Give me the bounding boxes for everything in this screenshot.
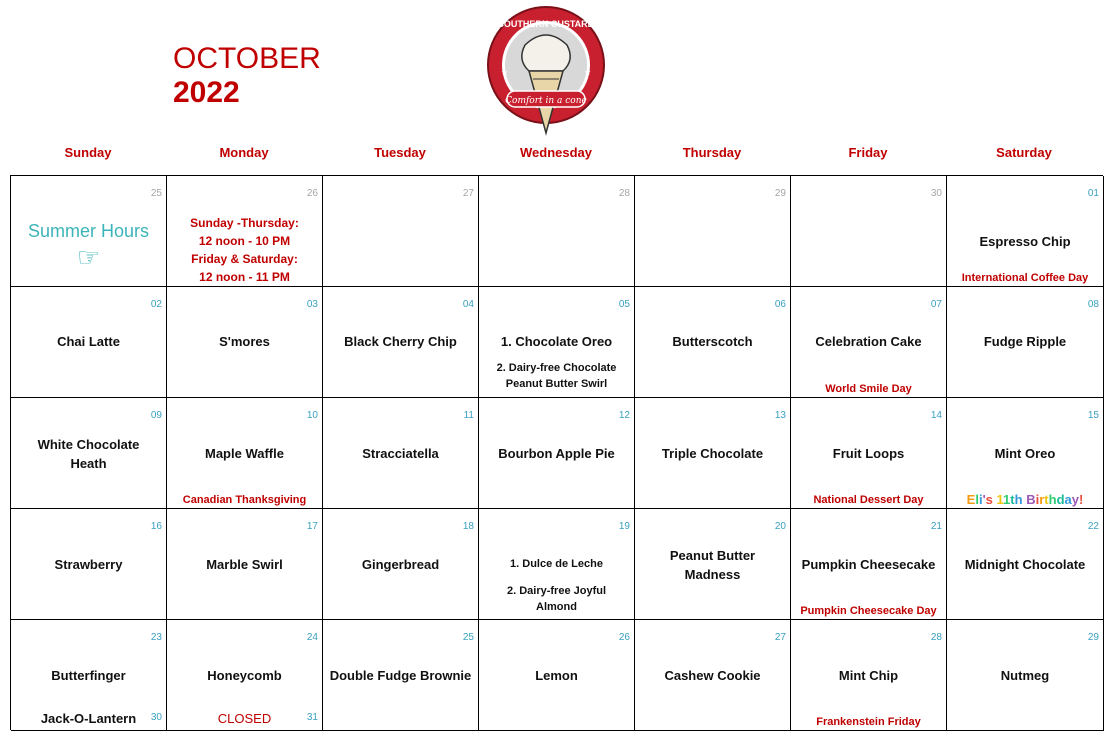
- day-cell[interactable]: [167, 287, 323, 398]
- flavor-of-day: Maple Waffle: [205, 446, 284, 461]
- svg-text:★: ★: [501, 68, 509, 77]
- day-cell[interactable]: [635, 620, 791, 731]
- flavor-of-day-30: Jack-O-Lantern: [40, 711, 137, 726]
- day-cell[interactable]: [167, 509, 323, 620]
- event-label: Frankenstein Friday: [816, 716, 921, 728]
- birthday-label: Eli's 11th Birthday!: [966, 492, 1084, 507]
- day-number: 24: [306, 632, 318, 643]
- day-number: 06: [774, 299, 786, 310]
- flavor-of-day: Strawberry: [54, 557, 123, 572]
- flavor-of-day: Honeycomb: [207, 668, 282, 683]
- day-cell[interactable]: [635, 509, 791, 620]
- flavor-of-day: S'mores: [219, 334, 270, 349]
- dow-thursday: Thursday: [682, 145, 742, 160]
- day-number: 26: [618, 632, 630, 643]
- flavor-of-day: 1. Dulce de Leche: [510, 558, 603, 570]
- logo-title: SOUTHERN CUSTARD: [497, 19, 595, 29]
- dow-sunday: Sunday: [64, 145, 112, 160]
- day-number: 30: [930, 188, 942, 199]
- svg-text:★: ★: [584, 68, 592, 77]
- calendar-grid: [10, 175, 1103, 730]
- day-cell[interactable]: [323, 287, 479, 398]
- flavor-of-day: Fruit Loops: [832, 446, 905, 461]
- day-cell[interactable]: [323, 620, 479, 731]
- day-number: 19: [618, 521, 630, 532]
- day-cell[interactable]: [323, 509, 479, 620]
- day-number: 17: [306, 521, 318, 532]
- day-number: 29: [774, 188, 786, 199]
- flavor-of-day: Mint Oreo: [994, 446, 1056, 461]
- flavor-of-day: Double Fudge Brownie: [329, 668, 472, 683]
- day-cell[interactable]: [479, 176, 635, 287]
- logo-tagline: Comfort in a cone: [505, 96, 587, 106]
- day-cell[interactable]: [791, 398, 947, 509]
- event-label: Canadian Thanksgiving: [182, 494, 307, 506]
- day-cell[interactable]: [947, 620, 1104, 731]
- flavor-of-day: Fudge Ripple: [983, 334, 1067, 349]
- event-label: World Smile Day: [825, 383, 912, 395]
- flavor-of-day: Bourbon Apple Pie: [498, 446, 615, 461]
- hours-text: Sunday -Thursday: 12 noon - 10 PM Friday & Saturday: 12 noon - 11 PM: [190, 216, 299, 284]
- day-number: 27: [462, 188, 474, 199]
- day-number: 13: [774, 410, 786, 421]
- flavor-of-day: Mint Chip: [838, 668, 899, 683]
- day-number: 21: [930, 521, 942, 532]
- day-number: 12: [618, 410, 630, 421]
- flavor-of-day: Cashew Cookie: [664, 668, 761, 683]
- day-number: 10: [306, 410, 318, 421]
- day-cell[interactable]: [947, 176, 1104, 287]
- day-number: 04: [462, 299, 474, 310]
- dow-wednesday: Wednesday: [519, 145, 592, 160]
- day-number: 29: [1087, 632, 1099, 643]
- day-cell[interactable]: [947, 287, 1104, 398]
- flavor-of-day-2: 2. Dairy-free Chocolate Peanut Butter Swirl: [496, 362, 617, 390]
- day-cell[interactable]: [791, 509, 947, 620]
- day-cell[interactable]: [791, 176, 947, 287]
- year-title: 2022: [173, 76, 240, 109]
- dow-monday: Monday: [219, 145, 269, 160]
- flavor-of-day: Espresso Chip: [979, 234, 1071, 249]
- flavor-of-day: Butterscotch: [672, 334, 753, 349]
- day-cell[interactable]: [11, 620, 167, 731]
- day-number: 18: [462, 521, 474, 532]
- day-number: 05: [618, 299, 630, 310]
- day-number: 15: [1087, 410, 1099, 421]
- flavor-of-day: Celebration Cake: [815, 334, 922, 349]
- event-label: Pumpkin Cheesecake Day: [800, 605, 937, 617]
- day-number: 07: [930, 299, 942, 310]
- day-cell[interactable]: [947, 398, 1104, 509]
- flavor-of-day: Butterfinger: [51, 668, 126, 683]
- event-label: International Coffee Day: [961, 272, 1089, 284]
- day-number: 03: [306, 299, 318, 310]
- day-cell[interactable]: [11, 176, 167, 287]
- day-cell[interactable]: [167, 398, 323, 509]
- flavor-of-day: White Chocolate Heath: [37, 437, 140, 471]
- flavor-of-day: Triple Chocolate: [661, 446, 764, 461]
- day-cell[interactable]: [791, 620, 947, 731]
- day-cell[interactable]: [635, 176, 791, 287]
- southern-custard-logo: [485, 5, 607, 137]
- flavor-of-day: Stracciatella: [362, 446, 439, 461]
- flavor-of-day: Midnight Chocolate: [964, 557, 1086, 572]
- flavor-of-day: Marble Swirl: [206, 557, 283, 572]
- day-number: 14: [930, 410, 942, 421]
- day-cell[interactable]: [791, 287, 947, 398]
- day-number: 25: [462, 632, 474, 643]
- day-cell[interactable]: [11, 287, 167, 398]
- flavor-of-day: Black Cherry Chip: [344, 334, 457, 349]
- day-cell[interactable]: [479, 287, 635, 398]
- flavor-of-day: Peanut Butter Madness: [669, 548, 756, 582]
- day-number: 23: [150, 632, 162, 643]
- day-cell[interactable]: [947, 509, 1104, 620]
- day-number: 11: [463, 410, 474, 421]
- day-number: 22: [1087, 521, 1099, 532]
- flavor-of-day: 1. Chocolate Oreo: [500, 334, 613, 349]
- day-number: 26: [306, 188, 318, 199]
- day-number-31: 31: [306, 712, 318, 723]
- day-number-30: 30: [150, 712, 162, 723]
- day-cell[interactable]: [323, 398, 479, 509]
- flavor-of-day: Pumpkin Cheesecake: [801, 557, 936, 572]
- day-number: 01: [1087, 188, 1099, 199]
- day-number: 25: [150, 188, 162, 199]
- dow-tuesday: Tuesday: [374, 145, 426, 160]
- day-number: 16: [150, 521, 162, 532]
- dow-friday: Friday: [848, 145, 888, 160]
- flavor-of-day: Lemon: [535, 668, 578, 683]
- pointing-hand-icon: ☞: [76, 242, 101, 272]
- day-cell[interactable]: [479, 398, 635, 509]
- day-number: 28: [930, 632, 942, 643]
- day-number: 20: [774, 521, 786, 532]
- flavor-of-day: Gingerbread: [361, 557, 440, 572]
- closed-label: CLOSED: [217, 711, 272, 726]
- day-number: 27: [774, 632, 786, 643]
- day-cell[interactable]: [479, 620, 635, 731]
- day-cell[interactable]: [167, 176, 323, 287]
- day-number: 09: [150, 410, 162, 421]
- day-cell[interactable]: [11, 398, 167, 509]
- day-cell[interactable]: [635, 398, 791, 509]
- month-title: OCTOBER: [173, 42, 321, 75]
- day-cell[interactable]: [323, 176, 479, 287]
- flavor-of-day-2: 2. Dairy-free Joyful Almond: [506, 585, 607, 613]
- flavor-of-day: Chai Latte: [57, 334, 120, 349]
- event-label: National Dessert Day: [813, 494, 924, 506]
- day-cell[interactable]: [167, 620, 323, 731]
- dow-saturday: Saturday: [996, 145, 1052, 160]
- day-cell[interactable]: [11, 509, 167, 620]
- day-number: 02: [150, 299, 162, 310]
- summer-hours-label: Summer Hours: [27, 221, 150, 241]
- flavor-of-day: Nutmeg: [1000, 668, 1050, 683]
- day-number: 08: [1087, 299, 1099, 310]
- day-cell[interactable]: [635, 287, 791, 398]
- day-number: 28: [618, 188, 630, 199]
- day-cell[interactable]: [479, 509, 635, 620]
